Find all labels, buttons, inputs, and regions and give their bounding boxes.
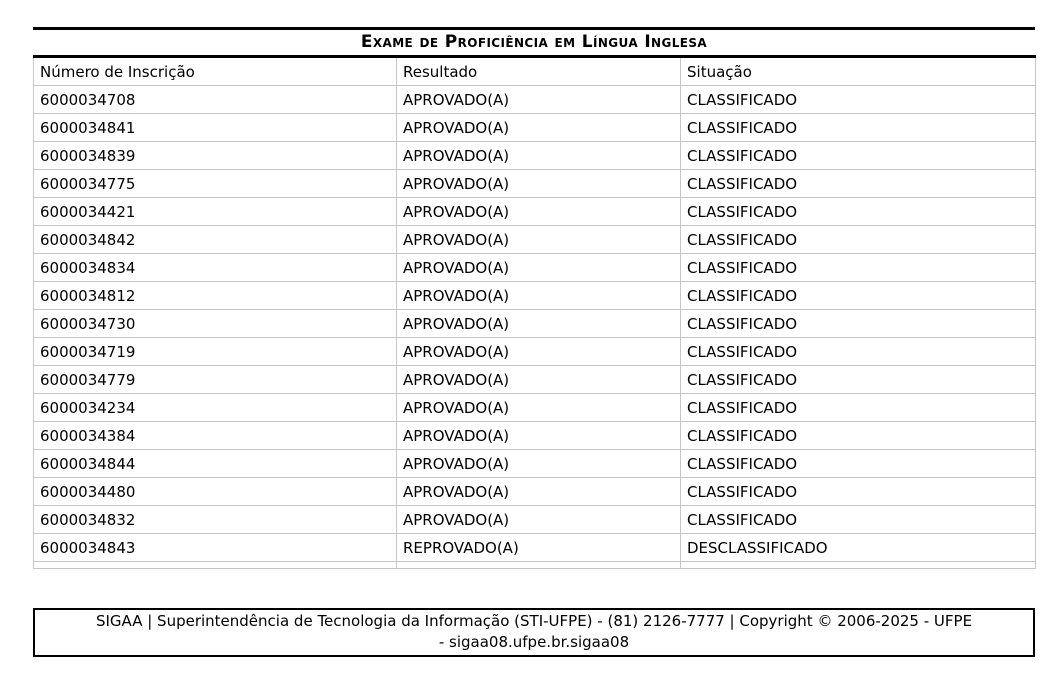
table-row xyxy=(34,254,1036,282)
table-row xyxy=(34,394,1036,422)
table-cell: APROVADO(A) xyxy=(397,310,681,338)
table-row xyxy=(34,506,1036,534)
table-cell: CLASSIFICADO xyxy=(681,86,1036,114)
empty-table-row xyxy=(34,562,1036,569)
table-cell: APROVADO(A) xyxy=(397,282,681,310)
table-cell: APROVADO(A) xyxy=(397,114,681,142)
footer xyxy=(33,608,1035,657)
table-row xyxy=(34,226,1036,254)
table-cell: 6000034844 xyxy=(34,450,397,478)
table-cell: APROVADO(A) xyxy=(397,366,681,394)
table-cell: CLASSIFICADO xyxy=(681,226,1036,254)
table-cell: APROVADO(A) xyxy=(397,506,681,534)
table-row xyxy=(34,142,1036,170)
table-cell: APROVADO(A) xyxy=(397,338,681,366)
table-cell: APROVADO(A) xyxy=(397,198,681,226)
footer-line-2: - sigaa08.ufpe.br.sigaa08 xyxy=(438,633,630,651)
table-cell: CLASSIFICADO xyxy=(681,366,1036,394)
table-cell: CLASSIFICADO xyxy=(681,450,1036,478)
table-cell: CLASSIFICADO xyxy=(681,142,1036,170)
table-cell: CLASSIFICADO xyxy=(681,478,1036,506)
table-cell: 6000034421 xyxy=(34,198,397,226)
table-row xyxy=(34,310,1036,338)
table-cell: 6000034834 xyxy=(34,254,397,282)
table-cell: 6000034708 xyxy=(34,86,397,114)
table-row xyxy=(34,338,1036,366)
table-cell: CLASSIFICADO xyxy=(681,394,1036,422)
table-cell: APROVADO(A) xyxy=(397,478,681,506)
table-cell: 6000034842 xyxy=(34,226,397,254)
table-cell: CLASSIFICADO xyxy=(681,310,1036,338)
table-cell: APROVADO(A) xyxy=(397,254,681,282)
column-header-resultado: Resultado xyxy=(397,57,681,86)
table-cell: APROVADO(A) xyxy=(397,226,681,254)
table-row xyxy=(34,170,1036,198)
table-cell: APROVADO(A) xyxy=(397,170,681,198)
table-cell: APROVADO(A) xyxy=(397,394,681,422)
table-cell: CLASSIFICADO xyxy=(681,170,1036,198)
report-title: Exame de Proficiência em Língua Inglesa xyxy=(360,32,708,52)
table-cell: APROVADO(A) xyxy=(397,422,681,450)
table-cell: APROVADO(A) xyxy=(397,450,681,478)
table-row xyxy=(34,198,1036,226)
results-table-body xyxy=(34,86,1036,569)
table-cell: CLASSIFICADO xyxy=(681,114,1036,142)
table-header-row xyxy=(34,57,1036,86)
table-cell: APROVADO(A) xyxy=(397,86,681,114)
table-cell: 6000034480 xyxy=(34,478,397,506)
table-cell: 6000034719 xyxy=(34,338,397,366)
column-header-situacao: Situação xyxy=(681,57,1036,86)
table-cell: 6000034730 xyxy=(34,310,397,338)
table-row xyxy=(34,422,1036,450)
table-row xyxy=(34,534,1036,562)
table-row xyxy=(34,282,1036,310)
column-header-numero-inscricao: Número de Inscrição xyxy=(34,57,397,86)
table-cell: 6000034384 xyxy=(34,422,397,450)
empty-table-cell xyxy=(397,562,681,569)
empty-table-cell xyxy=(34,562,397,569)
table-row xyxy=(34,366,1036,394)
table-cell: 6000034779 xyxy=(34,366,397,394)
table-cell: 6000034841 xyxy=(34,114,397,142)
table-cell: 6000034775 xyxy=(34,170,397,198)
table-cell: 6000034812 xyxy=(34,282,397,310)
table-cell: CLASSIFICADO xyxy=(681,506,1036,534)
results-table xyxy=(33,55,1036,569)
table-cell: REPROVADO(A) xyxy=(397,534,681,562)
table-cell: CLASSIFICADO xyxy=(681,282,1036,310)
table-cell: CLASSIFICADO xyxy=(681,422,1036,450)
table-cell: 6000034843 xyxy=(34,534,397,562)
table-cell: 6000034839 xyxy=(34,142,397,170)
table-row xyxy=(34,114,1036,142)
table-row xyxy=(34,450,1036,478)
table-cell: CLASSIFICADO xyxy=(681,254,1036,282)
table-cell: CLASSIFICADO xyxy=(681,198,1036,226)
table-row xyxy=(34,478,1036,506)
table-cell: CLASSIFICADO xyxy=(681,338,1036,366)
empty-table-cell xyxy=(681,562,1036,569)
table-cell: 6000034832 xyxy=(34,506,397,534)
table-cell: DESCLASSIFICADO xyxy=(681,534,1036,562)
report-content xyxy=(33,0,1035,657)
footer-line-1: SIGAA | Superintendência de Tecnologia da Informação (STI-UFPE) - (81) 2126-7777 | Copyright © 2006-2025 - UFPE xyxy=(95,612,973,630)
table-cell: APROVADO(A) xyxy=(397,142,681,170)
table-cell: 6000034234 xyxy=(34,394,397,422)
table-row xyxy=(34,86,1036,114)
